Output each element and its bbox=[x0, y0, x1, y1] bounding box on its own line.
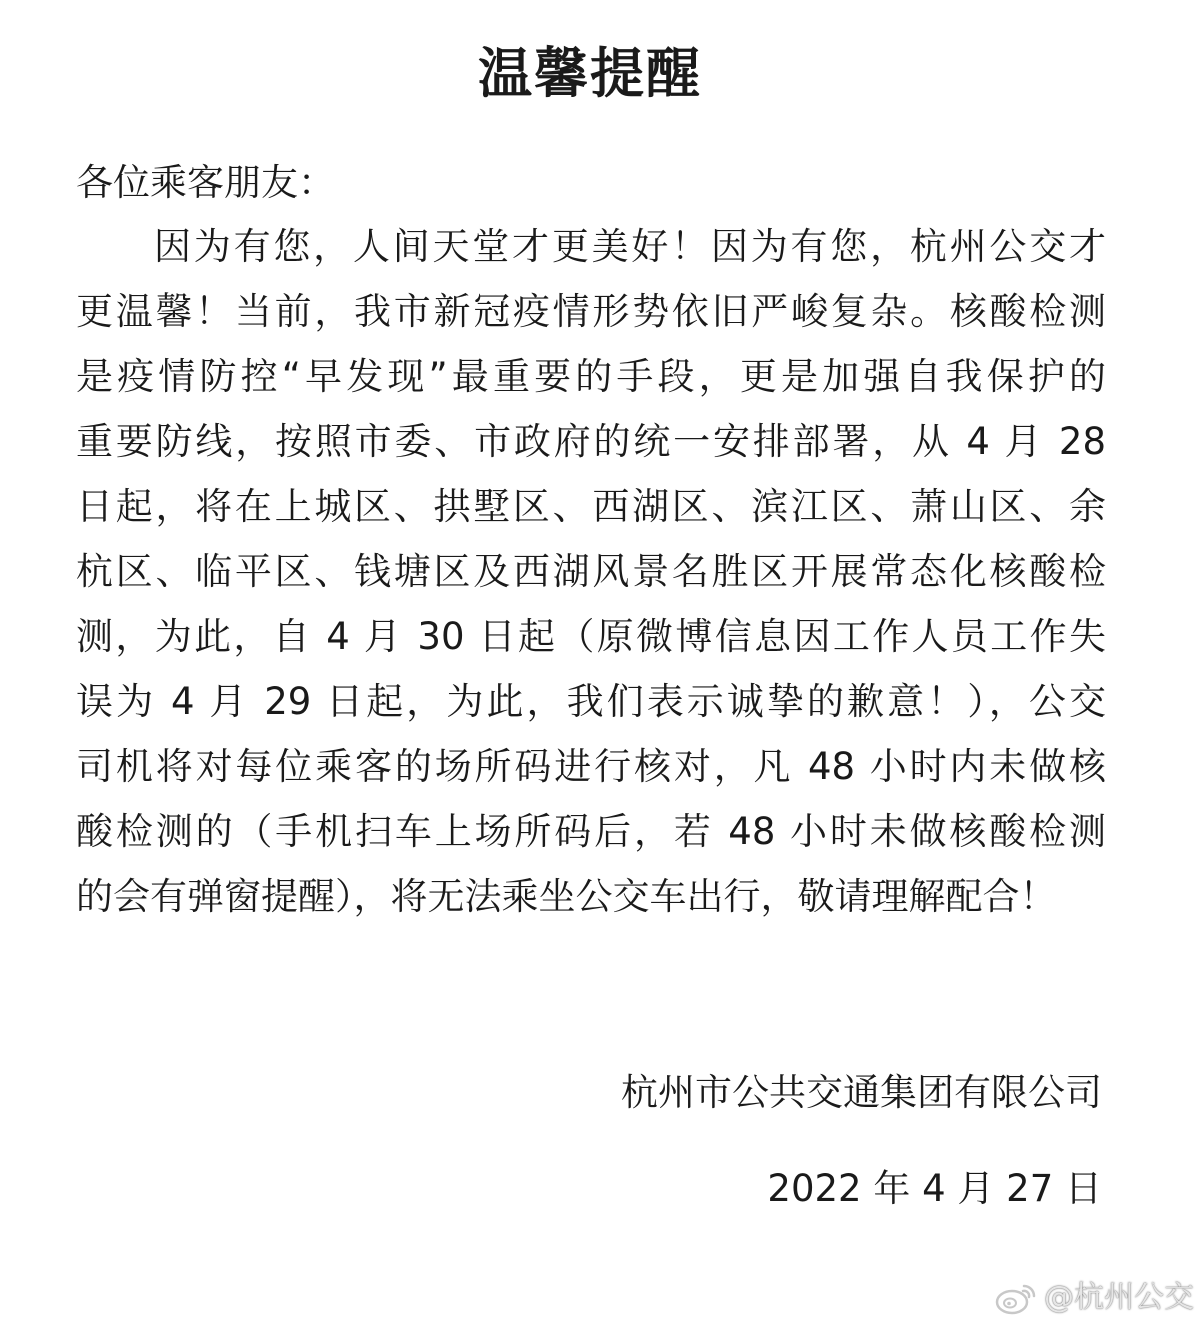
watermark-text: @杭州公交 bbox=[1044, 1280, 1194, 1315]
body-line: 杭区、临平区、钱塘区及西湖风景名胜区开展常态化核酸检 bbox=[76, 550, 1106, 593]
body-line: 是疫情防控“早发现”最重要的手段，更是加强自我保护的 bbox=[76, 355, 1106, 398]
body-line: 因为有您，人间天堂才更美好！因为有您，杭州公交才 bbox=[154, 225, 1106, 268]
weibo-logo-icon bbox=[994, 1280, 1038, 1316]
body-line: 司机将对每位乘客的场所码进行核对，凡 48 小时内未做核 bbox=[76, 745, 1106, 788]
body-line: 酸检测的（手机扫车上场所码后，若 48 小时未做核酸检测 bbox=[76, 810, 1106, 853]
notice-title: 温馨提醒 bbox=[478, 42, 702, 105]
body-line: 误为 4 月 29 日起，为此，我们表示诚挚的歉意！），公交 bbox=[76, 680, 1106, 723]
body-line: 日起，将在上城区、拱墅区、西湖区、滨江区、萧山区、余 bbox=[76, 485, 1106, 528]
body-line: 重要防线，按照市委、市政府的统一安排部署，从 4 月 28 bbox=[76, 420, 1106, 463]
body-line: 的会有弹窗提醒），将无法乘坐公交车出行，敬请理解配合！ bbox=[76, 875, 1057, 918]
issuing-organization: 杭州市公共交通集团有限公司 bbox=[621, 1071, 1102, 1114]
weibo-watermark bbox=[994, 1278, 1194, 1318]
notice-body bbox=[76, 214, 1106, 929]
salutation: 各位乘客朋友： bbox=[76, 161, 335, 204]
body-line: 更温馨！当前，我市新冠疫情形势依旧严峻复杂。核酸检测 bbox=[76, 290, 1106, 333]
body-line: 测，为此，自 4 月 30 日起（原微博信息因工作人员工作失 bbox=[76, 615, 1106, 658]
issue-date: 2022 年 4 月 27 日 bbox=[767, 1167, 1102, 1210]
